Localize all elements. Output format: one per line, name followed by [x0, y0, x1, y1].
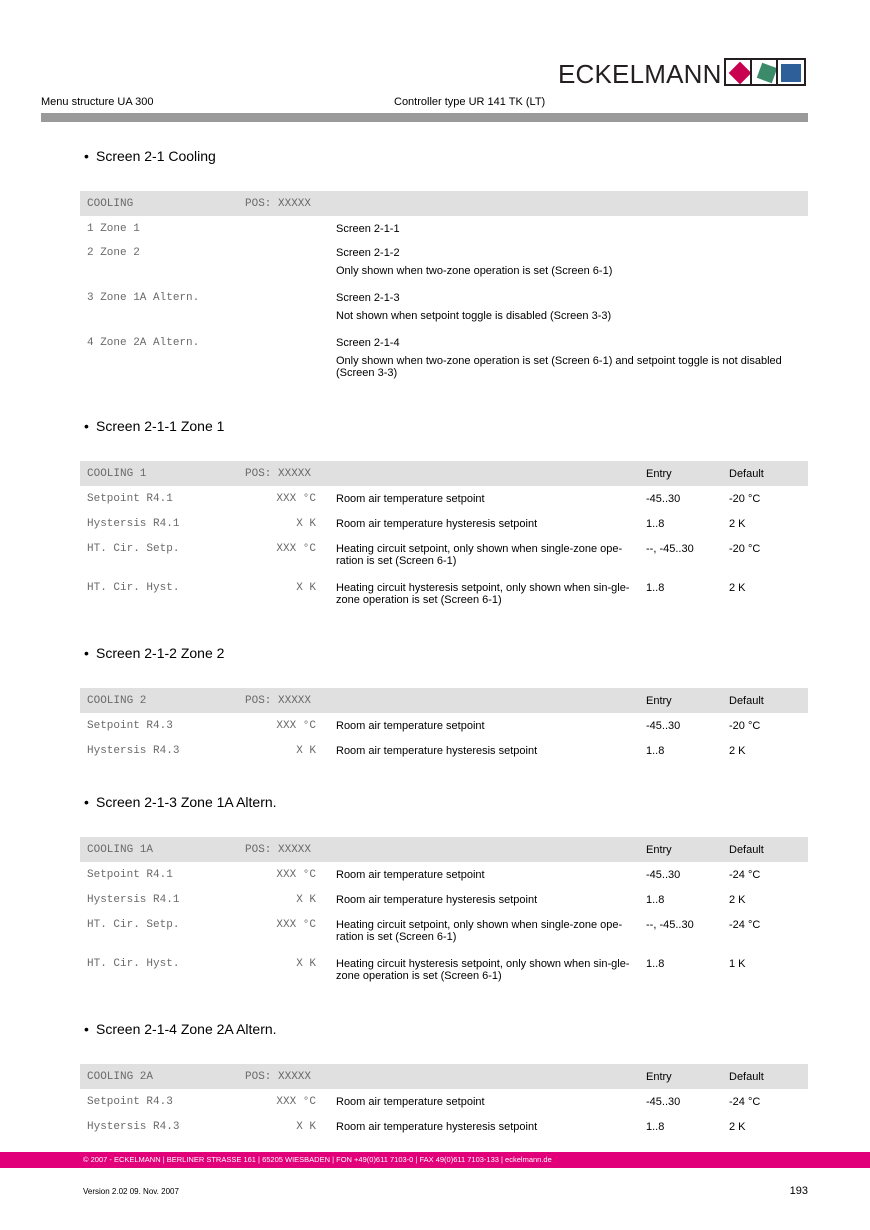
section-title: • Screen 2-1-2 Zone 2	[84, 645, 225, 661]
row-desc: Room air temperature hysteresis setpoint	[336, 745, 538, 757]
row-note: Only shown when two-zone operation is set (Screen 6-1) and setpoint toggle is not disabled (Screen 3-3)	[336, 355, 782, 379]
row-entry: -45..30	[646, 720, 681, 732]
row-name: HT. Cir. Hyst.	[87, 958, 180, 970]
header-name: COOLING	[87, 198, 134, 210]
row-desc: Heating circuit setpoint, only shown when single-zone ope-ration is set (Screen 6-1)	[336, 543, 623, 567]
header-pos: POS: XXXXX	[245, 1071, 312, 1083]
row-desc: Room air temperature hysteresis setpoint	[336, 1121, 538, 1133]
row-name: HT. Cir. Hyst.	[87, 582, 180, 594]
header-name: COOLING 1A	[87, 844, 154, 856]
table-row	[80, 862, 808, 887]
row-name: Setpoint R4.3	[87, 720, 173, 732]
menu-table	[80, 191, 808, 380]
row-entry: 1..8	[646, 582, 665, 594]
settings-table	[80, 461, 808, 614]
row-value: X K	[296, 1121, 316, 1133]
row-value: X K	[296, 894, 316, 906]
row-entry: -45..30	[646, 1096, 681, 1108]
row-default: -20 °C	[729, 720, 761, 732]
row-name: Setpoint R4.1	[87, 493, 173, 505]
settings-table	[80, 1064, 808, 1139]
row-default: -24 °C	[729, 869, 761, 881]
row-entry: -45..30	[646, 493, 681, 505]
row-entry: 1..8	[646, 894, 665, 906]
table-row	[80, 216, 808, 240]
header-name: COOLING 2	[87, 695, 147, 707]
row-note: Only shown when two-zone operation is set (Screen 6-1)	[336, 265, 613, 277]
section-title: • Screen 2-1-4 Zone 2A Altern.	[84, 1021, 277, 1037]
row-value: XXX °C	[276, 543, 316, 555]
row-desc: Room air temperature setpoint	[336, 720, 485, 732]
row-name: HT. Cir. Setp.	[87, 919, 180, 931]
section-title: • Screen 2-1 Cooling	[84, 148, 216, 164]
header-pos: POS: XXXXX	[245, 468, 312, 480]
row-desc: Heating circuit setpoint, only shown when single-zone ope-ration is set (Screen 6-1)	[336, 919, 623, 943]
header-default: Default	[729, 468, 764, 480]
row-entry: 1..8	[646, 518, 665, 530]
page-number: 193	[789, 1185, 808, 1197]
table-row	[80, 575, 808, 614]
row-name: Setpoint R4.3	[87, 1096, 173, 1108]
row-desc: Room air temperature setpoint	[336, 1096, 485, 1108]
row-default: 2 K	[729, 745, 746, 757]
logo-text: ECKELMANN	[558, 59, 722, 89]
row-desc: Screen 2-1-1	[336, 223, 400, 235]
header-entry: Entry	[646, 844, 672, 856]
row-default: 2 K	[729, 1121, 746, 1133]
row-name: Hystersis R4.3	[87, 745, 180, 757]
table-header	[80, 461, 808, 486]
header-pos: POS: XXXXX	[245, 844, 312, 856]
table-row	[80, 240, 808, 285]
header-name: COOLING 2A	[87, 1071, 154, 1083]
row-value: X K	[296, 582, 316, 594]
row-default: -20 °C	[729, 493, 761, 505]
row-default: 2 K	[729, 894, 746, 906]
row-name: HT. Cir. Setp.	[87, 543, 180, 555]
table-row	[80, 1089, 808, 1114]
row-default: -24 °C	[729, 1096, 761, 1108]
section-title: • Screen 2-1-3 Zone 1A Altern.	[84, 794, 277, 810]
table-row	[80, 486, 808, 511]
header-doc-title: Menu structure UA 300	[41, 96, 154, 108]
row-name: Hystersis R4.3	[87, 1121, 180, 1133]
header-default: Default	[729, 1071, 764, 1083]
header-divider	[41, 113, 808, 122]
row-entry: --, -45..30	[646, 919, 694, 931]
footer-version: Version 2.02 09. Nov. 2007	[83, 1187, 179, 1196]
row-default: -20 °C	[729, 543, 761, 555]
row-desc: Screen 2-1-2 Only shown when two-zone operation is set (Screen 6-1)	[336, 247, 806, 277]
row-default: 2 K	[729, 518, 746, 530]
row-name: 3 Zone 1A Altern.	[87, 292, 200, 304]
row-value: XXX °C	[276, 493, 316, 505]
row-value: X K	[296, 958, 316, 970]
row-value: XXX °C	[276, 919, 316, 931]
header-entry: Entry	[646, 468, 672, 480]
row-desc: Screen 2-1-3 Not shown when setpoint toggle is disabled (Screen 3-3)	[336, 292, 806, 322]
table-header	[80, 1064, 808, 1089]
row-value: X K	[296, 518, 316, 530]
row-entry: -45..30	[646, 869, 681, 881]
row-desc: Room air temperature hysteresis setpoint	[336, 518, 538, 530]
logo-mark-icon	[724, 58, 806, 86]
table-row	[80, 912, 808, 951]
header-entry: Entry	[646, 695, 672, 707]
table-row	[80, 536, 808, 575]
row-name: 2 Zone 2	[87, 247, 140, 259]
header-pos: POS: XXXXX	[245, 198, 312, 210]
table-row	[80, 887, 808, 912]
table-row	[80, 738, 808, 763]
row-value: XXX °C	[276, 720, 316, 732]
table-row	[80, 1114, 808, 1139]
row-desc: Heating circuit hysteresis setpoint, only shown when sin-gle-zone operation is set (Screen 6-1)	[336, 958, 630, 982]
row-value: XXX °C	[276, 1096, 316, 1108]
row-entry: 1..8	[646, 1121, 665, 1133]
row-name: Setpoint R4.1	[87, 869, 173, 881]
header-default: Default	[729, 844, 764, 856]
row-note: Not shown when setpoint toggle is disabled (Screen 3-3)	[336, 310, 612, 322]
table-row	[80, 330, 808, 380]
footer-copyright: © 2007 - ECKELMANN | BERLINER STRASSE 161 | 65205 WIESBADEN | FON +49(0)611 7103-0 | FAX 49(0)611 7103-133 | eckelmann.de	[83, 1155, 552, 1164]
row-desc: Room air temperature setpoint	[336, 493, 485, 505]
row-name: Hystersis R4.1	[87, 518, 180, 530]
row-value: X K	[296, 745, 316, 757]
table-header	[80, 837, 808, 862]
row-entry: 1..8	[646, 958, 665, 970]
row-default: -24 °C	[729, 919, 761, 931]
table-row	[80, 951, 808, 990]
header-name: COOLING 1	[87, 468, 147, 480]
row-entry: --, -45..30	[646, 543, 694, 555]
row-name: 4 Zone 2A Altern.	[87, 337, 200, 349]
settings-table	[80, 688, 808, 763]
row-name: Hystersis R4.1	[87, 894, 180, 906]
row-default: 1 K	[729, 958, 746, 970]
table-header	[80, 191, 808, 216]
header-pos: POS: XXXXX	[245, 695, 312, 707]
table-header	[80, 688, 808, 713]
row-name: 1 Zone 1	[87, 223, 140, 235]
row-desc: Room air temperature hysteresis setpoint	[336, 894, 538, 906]
row-desc: Heating circuit hysteresis setpoint, only shown when sin-gle-zone operation is set (Screen 6-1)	[336, 582, 630, 606]
row-desc: Room air temperature setpoint	[336, 869, 485, 881]
table-row	[80, 511, 808, 536]
header-entry: Entry	[646, 1071, 672, 1083]
row-desc: Screen 2-1-4 Only shown when two-zone operation is set (Screen 6-1) and setpoint toggle is not disabled (Screen 3-3)	[336, 337, 806, 379]
table-row	[80, 285, 808, 330]
table-row	[80, 713, 808, 738]
settings-table	[80, 837, 808, 990]
row-value: XXX °C	[276, 869, 316, 881]
header-default: Default	[729, 695, 764, 707]
header-controller-type: Controller type UR 141 TK (LT)	[394, 96, 546, 108]
row-default: 2 K	[729, 582, 746, 594]
row-entry: 1..8	[646, 745, 665, 757]
section-title: • Screen 2-1-1 Zone 1	[84, 418, 225, 434]
